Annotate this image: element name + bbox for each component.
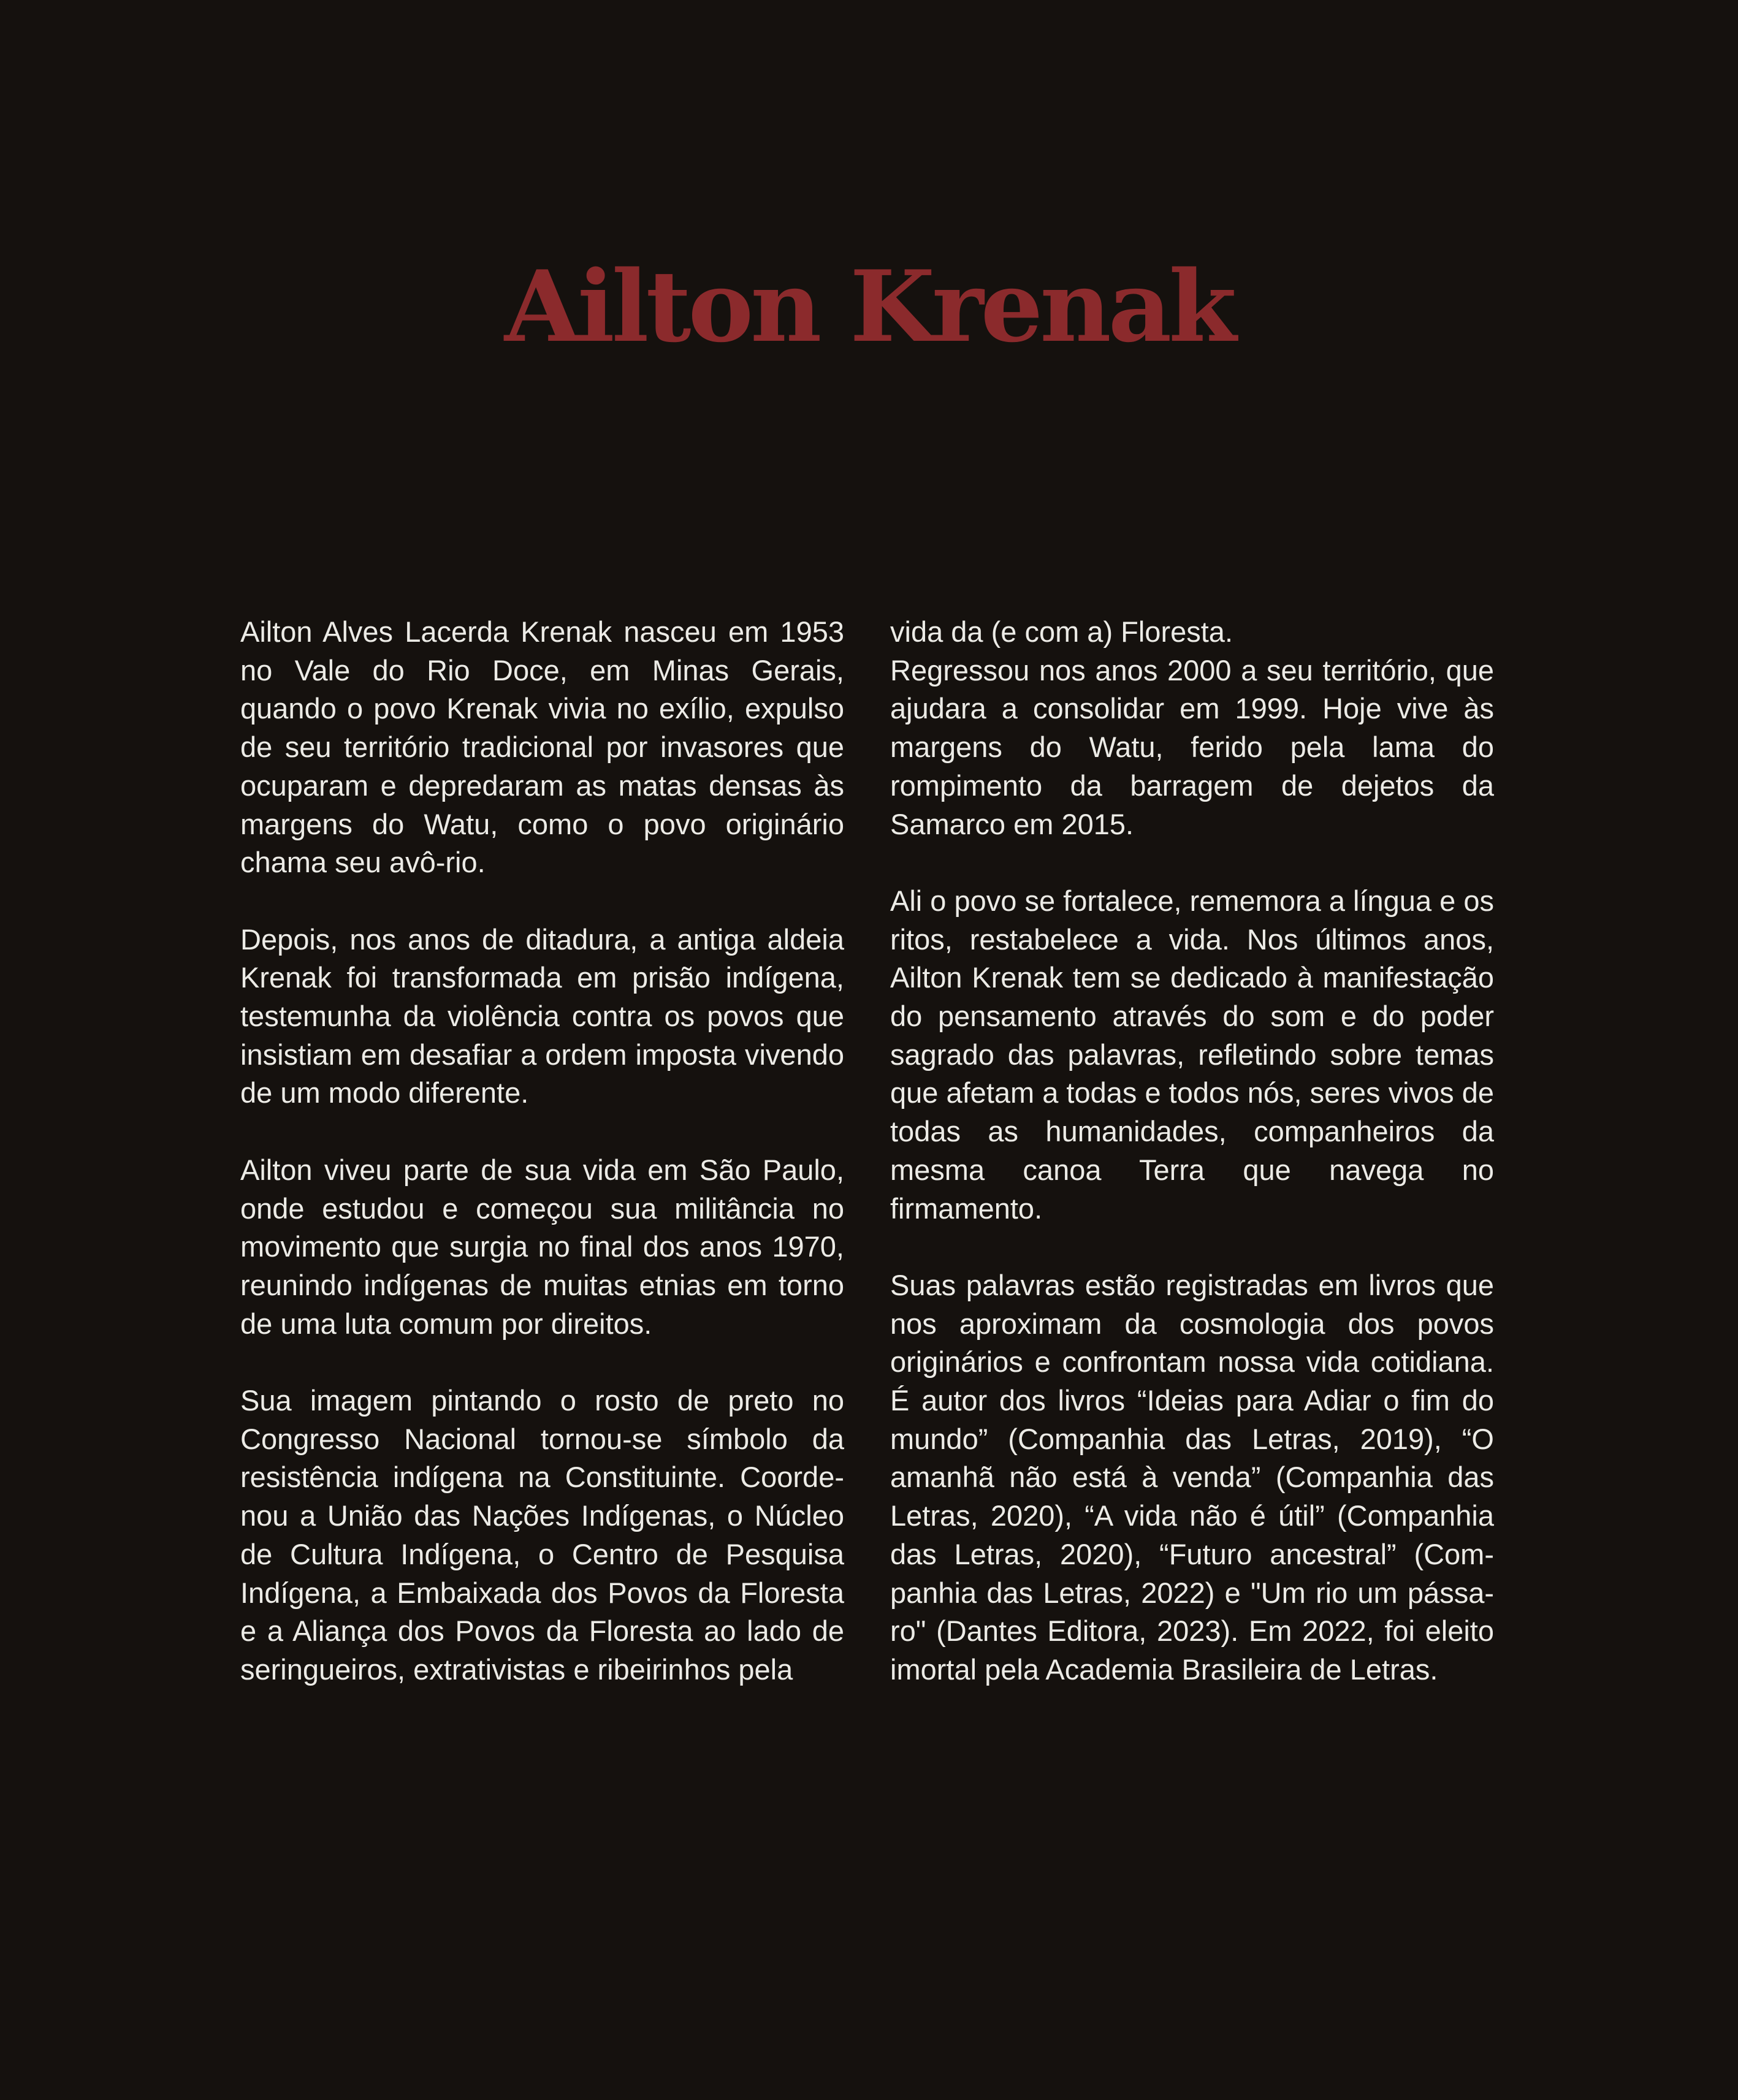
body-paragraph: Sua imagem pintando o rosto de preto no Congresso Nacional tornou-se símbolo da resistência indígena na Constituinte. Coordenou a União das Nações Indígenas, o Núcleo de Cultura Indígena, o Centro de Pesquisa Indígena, a Embaixada dos Povos da Floresta e a Aliança dos Povos da Floresta ao lado de seringueiros, extrativistas e ribeirinhos pela [240, 1384, 844, 1686]
page-title: Ailton Krenak [504, 249, 1234, 364]
right-text-column [890, 613, 1494, 1689]
body-paragraph: vida da (e com a) Floresta. [890, 615, 1233, 648]
body-paragraph: Ali o povo se fortalece, rememora a língua e os ritos, restabelece a vida. Nos últimos anos, Ailton Krenak tem se dedicado à manifestação do pensamento através do som e do poder sagrado das palavras, refletindo sobre temas que afetam a todas e todos nós, seres vivos de todas as humanidades, companheiros da mesma canoa Terra que navega no firmamento. [890, 884, 1494, 1225]
body-paragraph: Ailton viveu parte de sua vida em São Paulo, onde estudou e começou sua militância no movimento que surgia no final dos anos 1970, reunindo indígenas de muitas etnias em torno de uma luta comum por direitos. [240, 1153, 844, 1340]
body-paragraph: Suas palavras estão registradas em livros que nos aproximam da cosmologia dos povos originários e confrontam nossa vida cotidiana. É autor dos livros “Ideias para Adiar o fim do mundo” (Companhia das Letras, 2019), “O amanhã não está à venda” (Companhia das Letras, 2020), “A vida não é útil” (Companhia das Letras, 2020), “Futuro ancestral” (Companhia das Letras, 2022) e "Um rio um pássaro" (Dantes Editora, 2023). Em 2022, foi eleito imortal pela Academia Brasileira de Letras. [890, 1268, 1494, 1686]
body-paragraph: Regressou nos anos 2000 a seu território, que ajudara a consolidar em 1999. Hoje vive às margens do Watu, ferido pela lama do rompimento da barragem de dejetos da Samarco em 2015. [890, 653, 1494, 840]
body-paragraph: Depois, nos anos de ditadura, a antiga aldeia Krenak foi transformada em prisão indígena, testemunha da violência contra os povos que insistiam em desafiar a ordem imposta vivendo de um modo diferente. [240, 923, 844, 1109]
body-paragraph: Ailton Alves Lacerda Krenak nasceu em 1953 no Vale do Rio Doce, em Minas Gerais, quando o povo Krenak vivia no exílio, expulso de seu território tradicional por invasores que ocuparam e depredaram as matas densas às margens do Watu, como o povo originário chama seu avô-rio. [240, 615, 844, 879]
left-text-column [240, 613, 844, 1689]
